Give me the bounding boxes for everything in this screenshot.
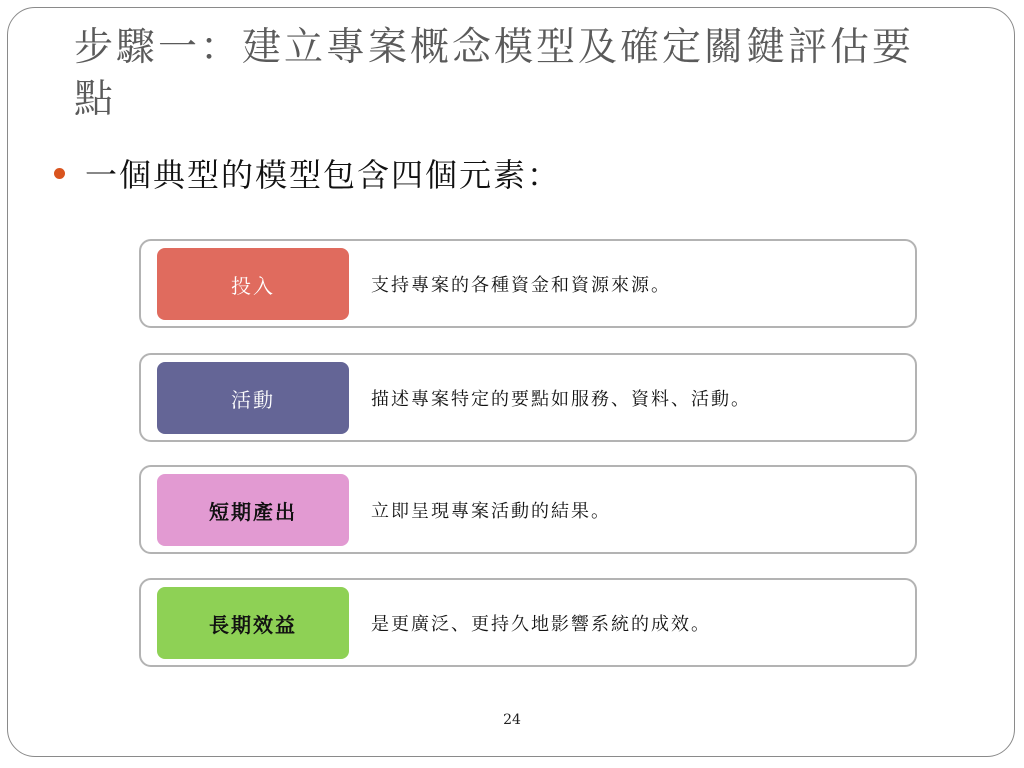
element-tag [157,248,349,320]
element-tag [157,587,349,659]
element-description: 是更廣泛、更持久地影響系統的成效。 [371,613,711,635]
element-row-activities [139,353,917,442]
bullet-text: 一個典型的模型包含四個元素： [85,156,562,194]
element-tag [157,362,349,434]
element-label: 長期效益 [209,612,297,637]
element-label: 短期產出 [209,499,297,524]
element-row-inputs [139,239,917,328]
element-description: 立即呈現專案活動的結果。 [371,500,611,522]
element-tag [157,474,349,546]
page-number: 24 [503,712,521,728]
element-label: 活動 [231,387,275,412]
bullet-dot-icon [54,168,65,179]
element-description: 支持專案的各種資金和資源來源。 [371,274,671,296]
slide-title: 步驟一：建立專案概念模型及確定關鍵評估要點 [74,25,915,122]
element-row-short-term-outputs [139,465,917,554]
bullet-item [54,150,561,196]
element-description: 描述專案特定的要點如服務、資料、活動。 [371,388,751,410]
element-row-long-term-outcomes [139,578,917,667]
element-label: 投入 [231,273,275,298]
